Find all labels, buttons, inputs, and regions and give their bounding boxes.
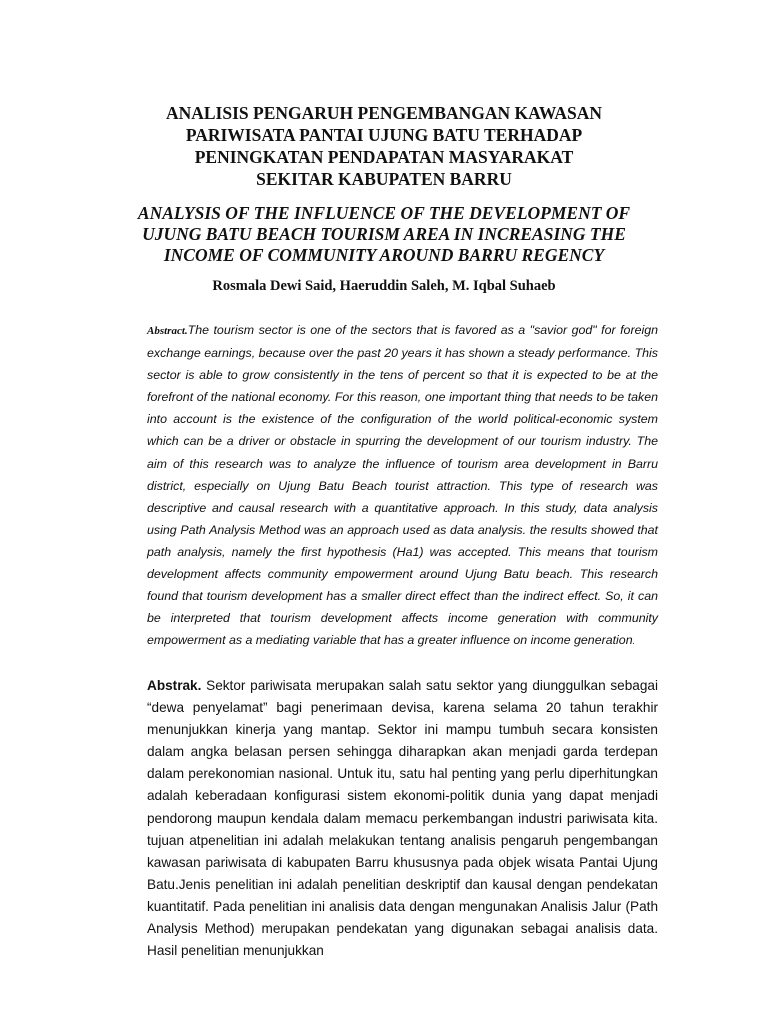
abstract-english	[147, 319, 658, 652]
abstract-label: Abstract	[147, 325, 185, 337]
title-en-line: ANALYSIS OF THE INFLUENCE OF THE DEVELOPMENT OF	[137, 203, 631, 223]
author-list: Rosmala Dewi Said, Haeruddin Saleh, M. Iqbal Suhaeb	[212, 278, 556, 294]
title-en-line: UJUNG BATU BEACH TOURISM AREA IN INCREASING THE	[142, 224, 626, 244]
paper-title-indonesian	[130, 102, 638, 190]
paper-title-english	[112, 203, 656, 266]
title-id-line: ANALISIS PENGARUH PENGEMBANGAN KAWASAN	[165, 103, 603, 123]
abstrak-label: Abstrak.	[147, 678, 202, 693]
title-id-line: PENINGKATAN PENDAPATAN MASYARAKAT	[194, 147, 574, 167]
title-en-line: INCOME OF COMMUNITY AROUND BARRU REGENCY	[163, 245, 605, 265]
title-id-line: PARIWISATA PANTAI UJUNG BATU TERHADAP	[185, 125, 583, 145]
abstract-english-end: .	[632, 636, 636, 647]
abstract-indonesian	[147, 675, 658, 962]
abstract-indonesian-text: Sektor pariwisata merupakan salah satu sektor yang diunggulkan sebagai “dewa penyelamat” bagi penerimaan devisa, karena selama 20 tahun terakhir menunjukkan kinerja yang mantap. Sektor ini mampu tumbuh secara konsisten dalam angka belasan persen sehingga diharapkan akan menjadi garda terdepan dalam perekonomian nasional. Untuk itu, satu hal penting yang perlu diperhitungkan adalah keberadaan konfigurasi sistem ekonomi-politik dunia yang dapat menjadi pendorong maupun kendala dalam memacu perkembangan industri pariwisata kita. tujuan atpenelitian ini adalah melakukan tentang analisis pengaruh pengembangan kawasan pariwisata di kabupaten Barru khususnya pada objek wisata Pantai Ujung Batu.Jenis penelitian ini adalah penelitian deskriptif dan kausal dengan pendekatan kuantitatif. Pada penelitian ini analisis data dengan mengunakan Analisis Jalur (Path Analysis Method) merupakan pendekatan yang digunakan sebagai analisis data. Hasil penelitian menunjukkan	[147, 678, 658, 959]
title-id-line: SEKITAR KABUPATEN BARRU	[256, 169, 512, 189]
abstract-english-text: The tourism sector is one of the sectors that is favored as a "savior god" for foreign exchange earnings, because over the past 20 years it has shown a steady performance. This sector is able to grow consistently in the tens of percent so that it is expected to be at the forefront of the national economy. For this reason, one important thing that needs to be taken into account is the existence of the configuration of the world political-economic system which can be a driver or obstacle in spurring the development of our tourism industry. The aim of this research was to analyze the influence of tourism area development in Barru district, especially on Ujung Batu Beach tourist attraction. This type of research was descriptive and causal research with a quantitative approach. In this study, data analysis using Path Analysis Method was an approach used as data analysis. the results showed that path analysis, namely the first hypothesis (Ha1) was accepted. This means that tourism development affects community empowerment around Ujung Batu beach. This research found that tourism development has a smaller direct effect than the indirect effect. So, it can be interpreted that tourism development affects income generation with community empowerment as a mediating variable that has a greater influence on income generation	[147, 323, 658, 648]
abstract-label-punct: .	[184, 325, 188, 337]
